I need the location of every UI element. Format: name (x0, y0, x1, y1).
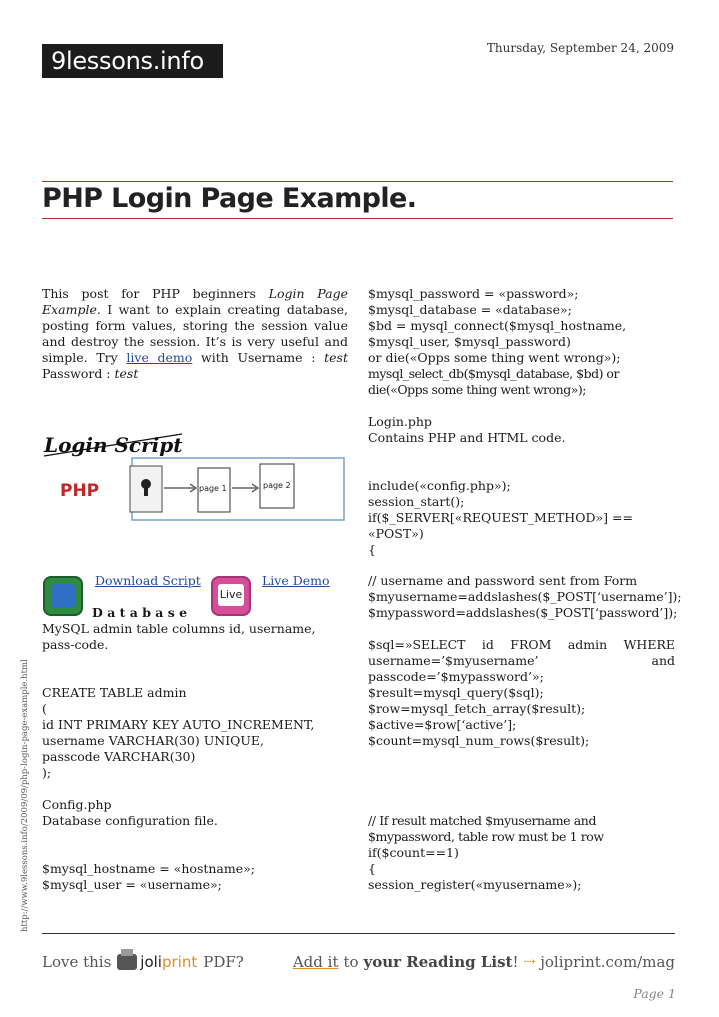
download-icon[interactable] (43, 576, 83, 616)
comment-match: // If result matched $myusername and $mypassword, table row must be 1 row (368, 813, 604, 844)
code-line: session_start(); (368, 494, 465, 509)
bang-text: ! (512, 953, 519, 971)
code-line: $mysql_user = «username»; (42, 877, 222, 892)
live-icon-label: Live (218, 584, 244, 606)
code-line: id INT PRIMARY KEY AUTO_INCREMENT, (42, 717, 315, 732)
joli-text: joli (140, 953, 162, 971)
intro-text-2: I want to explain creating database, posting form values, storing the session value and destroy the session. It’s is very useful and simple. Try (42, 302, 348, 365)
code-line: $count=mysql_num_rows($result); (368, 733, 590, 748)
page-title: PHP Login Page Example. (42, 183, 417, 214)
code-line: $mypassword=addslashes($_POST[‘password’]); (368, 605, 678, 620)
code-line: session_register(«myusername»); (368, 877, 582, 892)
login-code-3 (368, 685, 675, 749)
post-date: Thursday, September 24, 2009 (486, 41, 674, 55)
login-code-2 (368, 573, 682, 621)
code-line: // username and password sent from Form (368, 573, 638, 588)
diagram-heading: Login Script (44, 433, 183, 457)
reading-list-text: your Reading List (363, 953, 513, 971)
code-line: CREATE TABLE admin (42, 685, 187, 700)
code-line: mysql_select_db($mysql_database, $bd) or die(«Opps some thing went wrong»); (368, 366, 623, 397)
code-line: if($count==1) (368, 845, 459, 860)
config-description: Database configuration file. (42, 813, 218, 828)
code-line: ( (42, 701, 47, 716)
code-line: ); (42, 765, 52, 780)
intro-text-4: Password : (42, 366, 115, 381)
database-description: MySQL admin table columns id, username, pass-code. (42, 621, 316, 652)
code-line: $active=$row[‘active’]; (368, 717, 517, 732)
code-line: $bd = mysql_connect($mysql_hostname, $mysql_user, $mysql_password) (368, 318, 631, 349)
pdf-text: PDF? (203, 953, 244, 971)
login-heading: Login.php (368, 414, 432, 429)
joliprint-logo[interactable] (117, 953, 197, 971)
intro-italic: Login Page Example. (42, 286, 348, 317)
diagram-php: PHP (60, 481, 100, 501)
love-this-text: Love this (42, 953, 112, 971)
sql-create-block (42, 685, 348, 781)
diagram-page2: page 2 (263, 481, 291, 490)
code-line: $mysql_password = «password»; (368, 286, 579, 301)
diagram-page1: page 1 (199, 484, 227, 493)
login-script-diagram (42, 430, 348, 526)
site-logo[interactable]: 9lessons.info (42, 44, 223, 78)
intro-text-3: with Username : (192, 350, 325, 365)
page-number: Page 1 (633, 986, 676, 1001)
to-text: to (343, 953, 359, 971)
live-demo-icon[interactable] (211, 576, 251, 616)
code-line: { (368, 542, 376, 557)
code-line: if($_SERVER[«REQUEST_METHOD»] == «POST») (368, 510, 637, 541)
joliprint-url[interactable]: joliprint.com/mag (540, 953, 675, 971)
login-code-4 (368, 845, 675, 893)
code-line: { (368, 861, 376, 876)
config-code-left (42, 861, 348, 893)
footer-add (293, 953, 675, 971)
intro-paragraph (42, 286, 348, 382)
database-heading: D a t a b a s e (92, 605, 188, 620)
printer-icon (117, 954, 137, 970)
code-line: passcode VARCHAR(30) (42, 749, 196, 764)
footer-rule (42, 933, 675, 934)
live-demo-link[interactable]: live demo (126, 350, 193, 365)
code-line: $myusername=addslashes($_POST[‘username’]); (368, 589, 682, 604)
title-top-rule (42, 181, 673, 182)
code-line: include(«config.php»); (368, 478, 511, 493)
live-demo-link-2[interactable]: Live Demo (262, 573, 330, 588)
code-line: username VARCHAR(30) UNIQUE, (42, 733, 265, 748)
print-text: print (161, 953, 198, 971)
code-line: or die(«Opps some thing went wrong»); (368, 350, 621, 365)
intro-text: This post for PHP beginners (42, 286, 269, 301)
code-line: $mysql_database = «database»; (368, 302, 572, 317)
login-code-1 (368, 478, 675, 558)
login-description: Contains PHP and HTML code. (368, 430, 566, 445)
title-bottom-rule (42, 218, 673, 219)
config-code-right (368, 286, 675, 398)
footer-love (42, 953, 244, 971)
add-it-link[interactable]: Add it (292, 953, 339, 971)
source-url[interactable]: http://www.9lessons.info/2009/09/php-login-page-example.html (20, 659, 30, 932)
username-value: test (324, 350, 348, 365)
sql-query: $sql=»SELECT id FROM admin WHERE username=’$myusername’ and passcode=’$mypassword’»; (368, 637, 675, 684)
arrow-icon: ⇢ (523, 954, 536, 970)
password-value: test (114, 366, 139, 381)
config-heading: Config.php (42, 797, 112, 812)
code-line: $result=mysql_query($sql); (368, 685, 544, 700)
download-script-link[interactable]: Download Script (95, 573, 201, 588)
code-line: $row=mysql_fetch_array($result); (368, 701, 586, 716)
code-line: $mysql_hostname = «hostname»; (42, 861, 255, 876)
